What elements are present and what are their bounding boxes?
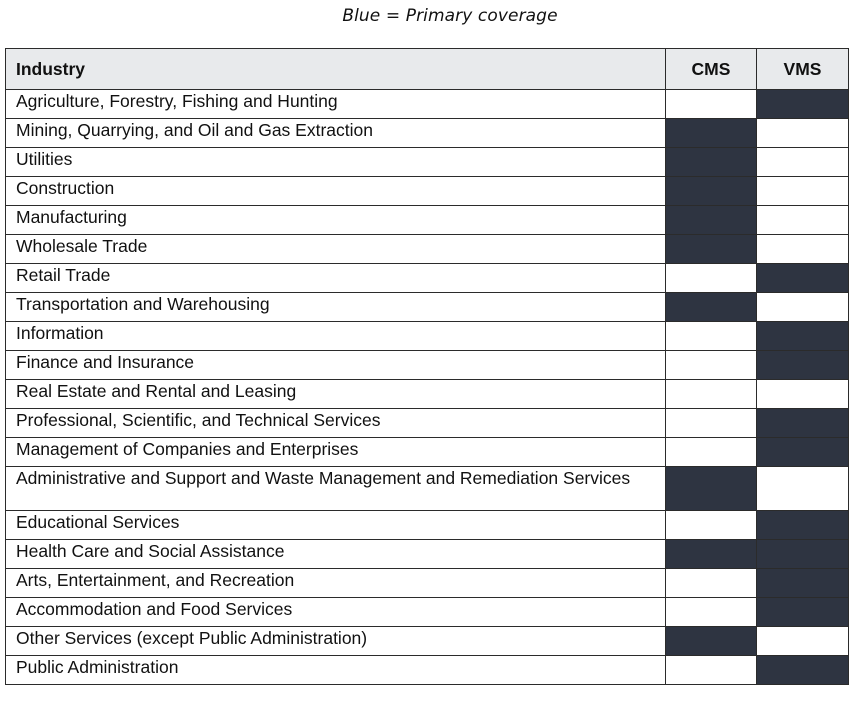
table-row xyxy=(6,409,849,438)
cms-coverage-cell xyxy=(666,119,757,148)
cms-coverage-cell xyxy=(666,569,757,598)
vms-coverage-cell xyxy=(757,627,849,656)
cms-coverage-cell xyxy=(666,598,757,627)
table-row xyxy=(6,293,849,322)
cms-coverage-cell xyxy=(666,467,757,511)
table-body xyxy=(6,90,849,685)
industry-name-cell: Other Services (except Public Administration) xyxy=(6,627,666,656)
industry-name-cell: Finance and Insurance xyxy=(6,351,666,380)
table-row xyxy=(6,569,849,598)
industry-name-cell: Educational Services xyxy=(6,511,666,540)
cms-coverage-cell xyxy=(666,235,757,264)
vms-coverage-cell xyxy=(757,380,849,409)
cms-coverage-cell xyxy=(666,148,757,177)
cms-coverage-cell xyxy=(666,264,757,293)
vms-coverage-cell xyxy=(757,569,849,598)
vms-coverage-cell xyxy=(757,409,849,438)
vms-coverage-cell xyxy=(757,540,849,569)
table-row xyxy=(6,598,849,627)
cms-coverage-cell xyxy=(666,322,757,351)
vms-coverage-cell xyxy=(757,177,849,206)
table-row xyxy=(6,119,849,148)
industry-name-cell: Accommodation and Food Services xyxy=(6,598,666,627)
table-row xyxy=(6,656,849,685)
vms-coverage-cell xyxy=(757,119,849,148)
vms-coverage-cell xyxy=(757,206,849,235)
cms-coverage-cell xyxy=(666,90,757,119)
table-row xyxy=(6,235,849,264)
table-row xyxy=(6,351,849,380)
industry-name-cell: Utilities xyxy=(6,148,666,177)
industry-name-cell: Agriculture, Forestry, Fishing and Hunting xyxy=(6,90,666,119)
industry-name-cell: Retail Trade xyxy=(6,264,666,293)
vms-coverage-cell xyxy=(757,293,849,322)
industry-name-cell: Construction xyxy=(6,177,666,206)
cms-coverage-cell xyxy=(666,540,757,569)
table-row xyxy=(6,380,849,409)
legend-caption: Blue = Primary coverage xyxy=(342,6,558,26)
industry-coverage-table xyxy=(5,48,849,685)
cms-coverage-cell xyxy=(666,438,757,467)
table-header-row xyxy=(6,49,849,90)
industry-name-cell: Professional, Scientific, and Technical Services xyxy=(6,409,666,438)
industry-name-cell: Manufacturing xyxy=(6,206,666,235)
table-row xyxy=(6,177,849,206)
column-header-vms: VMS xyxy=(757,49,849,90)
table-row xyxy=(6,438,849,467)
industry-name-cell: Mining, Quarrying, and Oil and Gas Extraction xyxy=(6,119,666,148)
industry-name-cell: Arts, Entertainment, and Recreation xyxy=(6,569,666,598)
industry-name-cell: Management of Companies and Enterprises xyxy=(6,438,666,467)
table-row xyxy=(6,540,849,569)
column-header-cms: CMS xyxy=(666,49,757,90)
industry-name-cell: Administrative and Support and Waste Management and Remediation Services xyxy=(6,467,666,511)
table-row xyxy=(6,511,849,540)
vms-coverage-cell xyxy=(757,90,849,119)
table-row xyxy=(6,148,849,177)
table-row xyxy=(6,90,849,119)
table-row xyxy=(6,264,849,293)
industry-name-cell: Public Administration xyxy=(6,656,666,685)
vms-coverage-cell xyxy=(757,264,849,293)
vms-coverage-cell xyxy=(757,322,849,351)
table-row xyxy=(6,627,849,656)
industry-name-cell: Real Estate and Rental and Leasing xyxy=(6,380,666,409)
vms-coverage-cell xyxy=(757,598,849,627)
vms-coverage-cell xyxy=(757,235,849,264)
cms-coverage-cell xyxy=(666,351,757,380)
cms-coverage-cell xyxy=(666,293,757,322)
table-row xyxy=(6,322,849,351)
vms-coverage-cell xyxy=(757,148,849,177)
cms-coverage-cell xyxy=(666,177,757,206)
table-row xyxy=(6,206,849,235)
vms-coverage-cell xyxy=(757,351,849,380)
industry-name-cell: Information xyxy=(6,322,666,351)
cms-coverage-cell xyxy=(666,656,757,685)
industry-name-cell: Health Care and Social Assistance xyxy=(6,540,666,569)
cms-coverage-cell xyxy=(666,380,757,409)
vms-coverage-cell xyxy=(757,656,849,685)
cms-coverage-cell xyxy=(666,206,757,235)
cms-coverage-cell xyxy=(666,409,757,438)
table-row xyxy=(6,467,849,511)
vms-coverage-cell xyxy=(757,467,849,511)
industry-name-cell: Wholesale Trade xyxy=(6,235,666,264)
vms-coverage-cell xyxy=(757,511,849,540)
column-header-industry: Industry xyxy=(6,49,666,90)
cms-coverage-cell xyxy=(666,627,757,656)
industry-name-cell: Transportation and Warehousing xyxy=(6,293,666,322)
cms-coverage-cell xyxy=(666,511,757,540)
vms-coverage-cell xyxy=(757,438,849,467)
